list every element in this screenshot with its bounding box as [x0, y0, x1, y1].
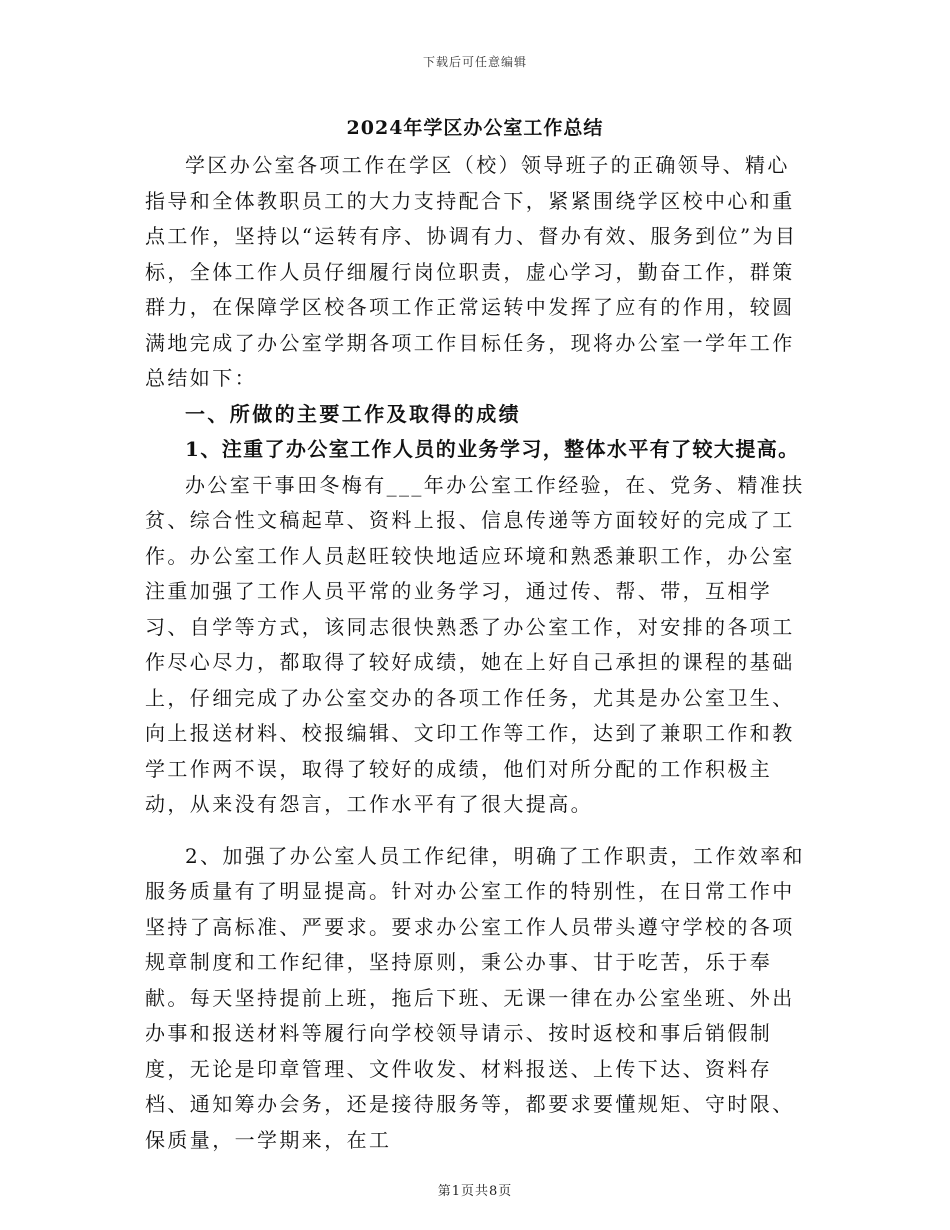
section-heading-1: 一、所做的主要工作及取得的成绩: [185, 401, 521, 426]
item-paragraph-2: 2、加强了办公室人员工作纪律，明确了工作职责，工作效率和服务质量有了明显提高。针对办公室工作的特别性，在日常工作中坚持了高标准、严要求。要求办公室工作人员带头遵守学校的各项规章制度和工作纪律，坚持原则，秉公办事、甘于吃苦，乐于奉献。每天坚持提前上班，拖后下班、无课一律在办公室坐班、外出办事和报送材料等履行向学校领导请示、按时返校和事后销假制度，无论是印章管理、文件收发、材料报送、上传下达、资料存档、通知筹办会务，还是接待服务等，都要求要懂规矩、守时限、保质量，一学期来，在工: [145, 843, 805, 1152]
item-paragraph-1: 办公室干事田冬梅有___年办公室工作经验，在、党务、精准扶贫、综合性文稿起草、资料上报、信息传递等方面较好的完成了工作。办公室工作人员赵旺较快地适应环境和熟悉兼职工作，办公室注重加强了工作人员平常的业务学习，通过传、帮、带，互相学习、自学等方式，该同志很快熟悉了办公室工作，对安排的各项工作尽心尽力，都取得了较好成绩，她在上好自己承担的课程的基础上，仔细完成了办公室交办的各项工作任务，尤其是办公室卫生、向上报送材料、校报编辑、文印工作等工作，达到了兼职工作和教学工作两不误，取得了较好的成绩，他们对所分配的工作积极主动，从来没有怨言，工作水平有了很大提高。: [145, 472, 805, 816]
document-title: 2024年学区办公室工作总结: [346, 117, 604, 139]
page-header: 下载后可任意编辑: [422, 55, 527, 69]
item-heading-1: 1、注重了办公室工作人员的业务学习，整体水平有了较大提高。: [185, 437, 800, 461]
page-footer: 第1页共8页: [437, 1184, 513, 1199]
document-body: [145, 148, 810, 1158]
intro-paragraph: 学区办公室各项工作在学区（校）领导班子的正确领导、精心指导和全体教职员工的大力支持配合下，紧紧围绕学区校中心和重点工作，坚持以“运转有序、协调有力、督办有效、服务到位”为目标，全体工作人员仔细履行岗位职责，虚心学习，勤奋工作，群策群力，在保障学区校各项工作正常运转中发挥了应有的作用，较圆满地完成了办公室学期各项工作目标任务，现将办公室一学年工作总结如下：: [145, 153, 798, 390]
